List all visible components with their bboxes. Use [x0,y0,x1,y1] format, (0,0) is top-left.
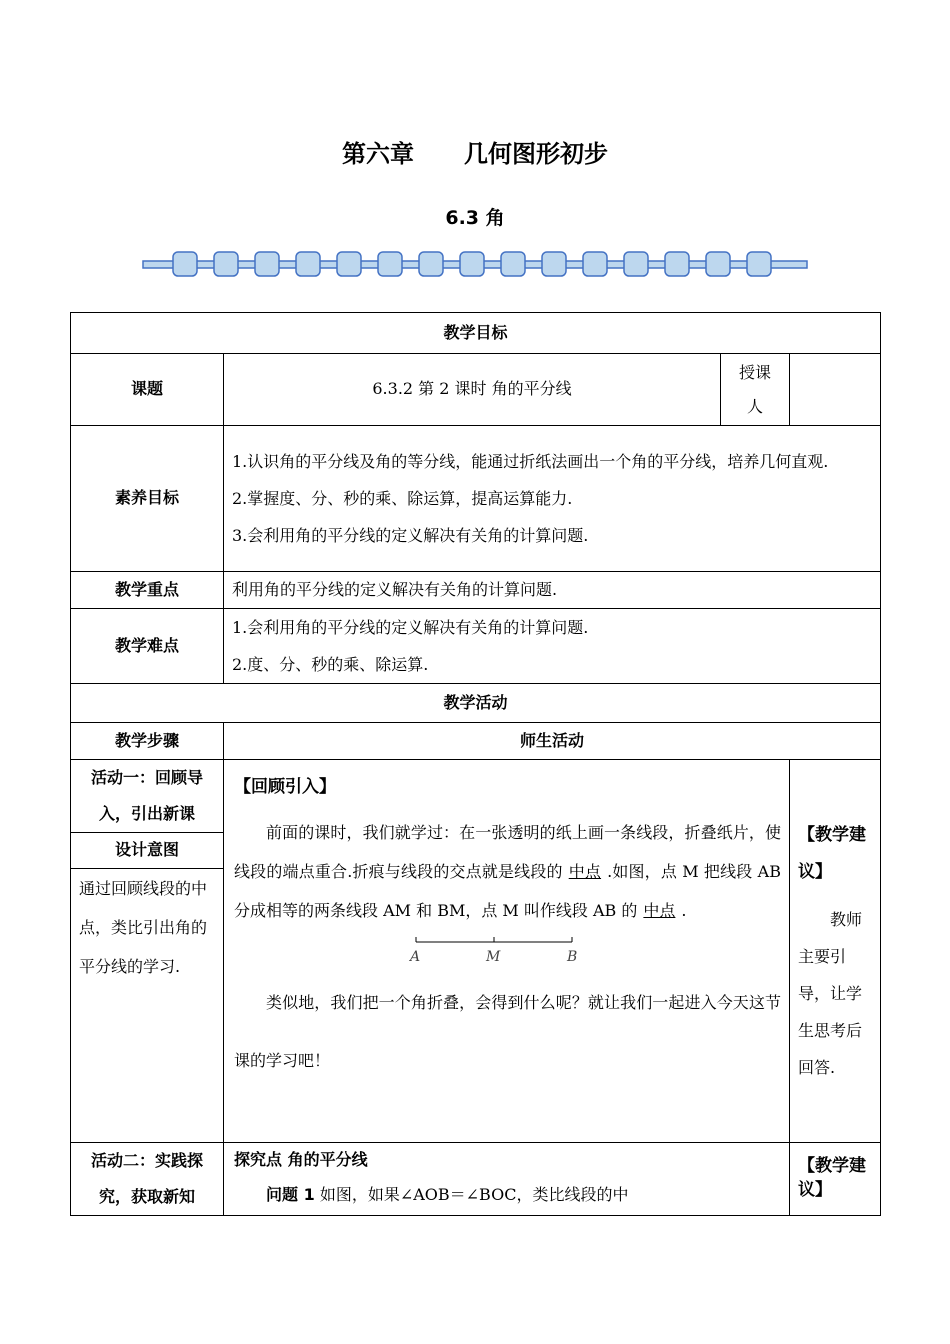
activity1-title: 活动一：回顾导入，引出新课 [71,760,224,833]
difficult-item: 2.度、分、秒的乘、除运算. [232,655,429,674]
literacy-item: 1.认识角的平分线及角的等分线，能通过折纸法画出一个角的平分线，培养几何直观. [232,452,829,471]
review-text-a: 前面的课时，我们就学过：在一张透明的纸上画一条线段，折叠纸片，使线段的端点重合.折痕与线段的交点就是线段的 [234,823,781,881]
answer-blank-2: 中点 [643,901,676,920]
steps-label: 教学步骤 [71,723,224,760]
difficult-point-label: 教学难点 [71,609,224,684]
activity1-suggestion [790,760,881,1143]
literacy-item: 2.掌握度、分、秒的乘、除运算，提高运算能力. [232,489,573,508]
key-point-label: 教学重点 [71,572,224,609]
activity-header: 教学活动 [71,684,881,723]
chapter-number: 第六章 [342,140,414,168]
suggestion-tag-2: 【教学建议】 [798,1156,866,1200]
review-text-b: .如图，点 M 把线段 AB 分成相等的两条线段 AM 和 BM，点 M 叫作线段 AB 的 [234,862,781,920]
key-point-value: 利用角的平分线的定义解决有关角的计算问题. [224,572,881,609]
design-intent-text: 通过回顾线段的中点，类比引出角的平分线的学习. [71,869,224,1143]
topic-value: 6.3.2 第 2 课时 角的平分线 [224,354,721,426]
review-tag: 【回顾引入】 [234,777,336,797]
literacy-label: 素养目标 [71,426,224,572]
review-paragraph [234,813,781,930]
activity-column-label: 师生活动 [224,723,881,760]
activity2-content [224,1143,790,1216]
activity2-title: 活动二：实践探究，获取新知 [71,1143,224,1216]
design-intent-label: 设计意图 [71,833,224,869]
goals-header: 教学目标 [71,313,881,354]
section-title: 6.3 角 [445,207,505,229]
segment-figure [234,932,714,968]
teacher-value [790,354,881,426]
difficult-points [224,609,881,684]
decorative-chain-divider [142,248,808,282]
teacher-label: 授课人 [721,354,790,426]
review-text-c: . [681,901,687,920]
answer-blank-1: 中点 [568,862,602,881]
label-b: B [567,949,578,965]
label-m: M [486,949,501,965]
question1-label: 问题 1 [266,1185,315,1204]
activity1-content [224,760,790,1143]
lesson-plan-table [70,312,881,1216]
question1 [234,1177,781,1213]
explore-title: 探究点 角的平分线 [234,1150,368,1169]
chapter-name: 几何图形初步 [464,140,608,168]
activity2-suggestion [790,1143,881,1216]
question1-text: 如图，如果∠AOB＝∠BOC，类比线段的中 [319,1185,629,1204]
literacy-goals [224,426,881,572]
transition-paragraph: 类似地，我们把一个角折叠，会得到什么呢？就让我们一起进入今天这节课的学习吧！ [234,993,781,1070]
literacy-item: 3.会利用角的平分线的定义解决有关角的计算问题. [232,526,589,545]
suggestion-tag: 【教学建议】 [798,824,866,882]
chapter-title [0,134,950,169]
label-a: A [410,949,421,965]
topic-label: 课题 [71,354,224,426]
suggestion-text: 教师主要引导，让学生思考后回答. [798,909,863,1077]
difficult-item: 1.会利用角的平分线的定义解决有关角的计算问题. [232,618,589,637]
